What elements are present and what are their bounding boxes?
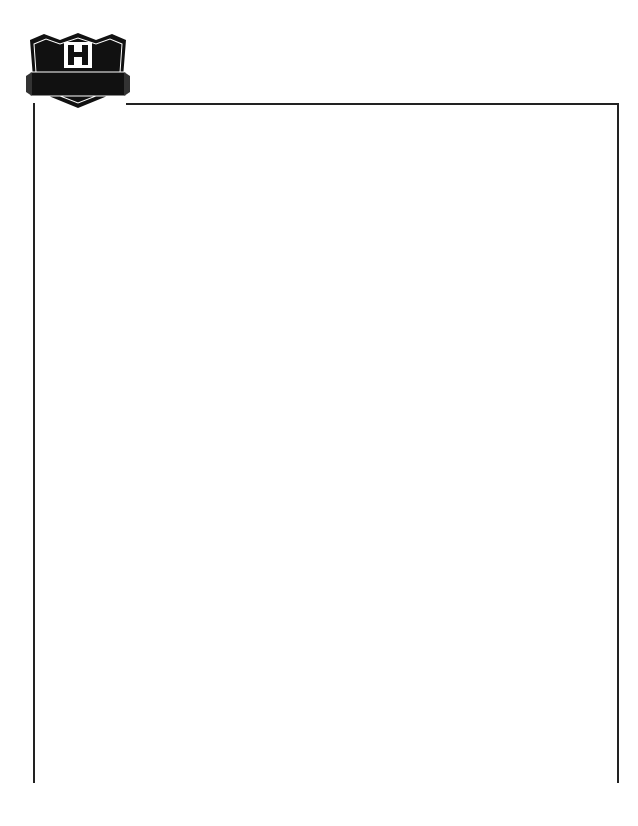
page-border — [33, 103, 619, 783]
page-border-top — [126, 103, 617, 105]
shield-icon — [24, 32, 132, 110]
hercules-logo — [24, 32, 132, 110]
